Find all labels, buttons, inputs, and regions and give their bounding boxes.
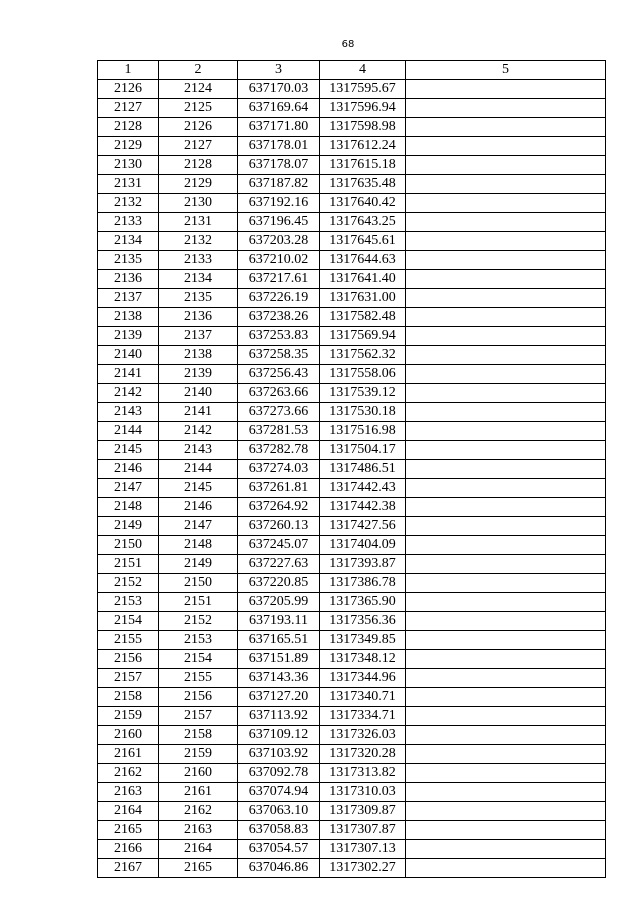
table-row [98, 726, 606, 745]
table-cell: 637227.63 [238, 555, 320, 574]
table-cell [406, 631, 606, 650]
table-cell: 2126 [98, 80, 159, 99]
table-cell: 2144 [159, 460, 238, 479]
table-cell [406, 213, 606, 232]
table-cell [406, 156, 606, 175]
table-row [98, 517, 606, 536]
table-cell: 637143.36 [238, 669, 320, 688]
table-cell [406, 574, 606, 593]
table-cell: 637127.20 [238, 688, 320, 707]
table-cell: 1317348.12 [320, 650, 406, 669]
table-cell: 1317635.48 [320, 175, 406, 194]
table-cell: 1317427.56 [320, 517, 406, 536]
table-cell: 1317442.38 [320, 498, 406, 517]
table-cell: 2129 [98, 137, 159, 156]
table-cell: 637187.82 [238, 175, 320, 194]
table-cell: 2133 [98, 213, 159, 232]
table-row [98, 745, 606, 764]
table-row [98, 213, 606, 232]
table-cell: 2145 [159, 479, 238, 498]
table-row [98, 555, 606, 574]
table-row [98, 118, 606, 137]
column-header-1: 1 [98, 61, 159, 80]
table-cell: 2135 [98, 251, 159, 270]
table-cell [406, 745, 606, 764]
column-header-4: 4 [320, 61, 406, 80]
table-cell: 2161 [98, 745, 159, 764]
table-cell: 637245.07 [238, 536, 320, 555]
table-header-row [98, 61, 606, 80]
table-cell: 2160 [98, 726, 159, 745]
table-cell: 2131 [159, 213, 238, 232]
table-cell: 2162 [98, 764, 159, 783]
table-cell: 1317393.87 [320, 555, 406, 574]
table-cell [406, 175, 606, 194]
table-cell [406, 403, 606, 422]
table-cell: 2140 [159, 384, 238, 403]
table-cell [406, 365, 606, 384]
table-cell: 2143 [98, 403, 159, 422]
table-cell: 2156 [98, 650, 159, 669]
table-cell: 2158 [159, 726, 238, 745]
table-cell [406, 232, 606, 251]
table-cell: 2150 [98, 536, 159, 555]
table-cell: 1317516.98 [320, 422, 406, 441]
table-cell: 1317640.42 [320, 194, 406, 213]
table-cell: 637205.99 [238, 593, 320, 612]
table-cell: 2154 [159, 650, 238, 669]
table-body [98, 80, 606, 878]
table-cell: 1317302.27 [320, 859, 406, 878]
table-cell: 2138 [159, 346, 238, 365]
table-cell: 2130 [98, 156, 159, 175]
table-cell: 1317644.63 [320, 251, 406, 270]
table-cell [406, 764, 606, 783]
table-cell [406, 251, 606, 270]
table-cell: 2128 [98, 118, 159, 137]
table-cell: 2131 [98, 175, 159, 194]
table-cell: 637263.66 [238, 384, 320, 403]
table-row [98, 308, 606, 327]
table-row [98, 612, 606, 631]
table-cell: 1317643.25 [320, 213, 406, 232]
table-cell: 2125 [159, 99, 238, 118]
table-cell [406, 384, 606, 403]
table-cell [406, 555, 606, 574]
table-cell: 2149 [98, 517, 159, 536]
table-cell: 637282.78 [238, 441, 320, 460]
table-row [98, 156, 606, 175]
table-cell: 1317365.90 [320, 593, 406, 612]
table-cell: 2139 [98, 327, 159, 346]
table-cell: 1317595.67 [320, 80, 406, 99]
table-cell: 637054.57 [238, 840, 320, 859]
table-cell [406, 346, 606, 365]
table-cell: 1317582.48 [320, 308, 406, 327]
table-cell: 2151 [159, 593, 238, 612]
table-cell [406, 460, 606, 479]
table-cell: 2127 [159, 137, 238, 156]
table-cell: 2148 [159, 536, 238, 555]
table-cell [406, 783, 606, 802]
table-cell: 1317641.40 [320, 270, 406, 289]
table-cell: 637261.81 [238, 479, 320, 498]
table-row [98, 783, 606, 802]
table-cell: 637178.01 [238, 137, 320, 156]
table-cell: 2132 [98, 194, 159, 213]
table-cell: 2155 [98, 631, 159, 650]
table-cell: 637192.16 [238, 194, 320, 213]
table-cell: 1317504.17 [320, 441, 406, 460]
table-cell: 2141 [159, 403, 238, 422]
table-row [98, 346, 606, 365]
table-cell: 637151.89 [238, 650, 320, 669]
table-row [98, 384, 606, 403]
table-cell: 1317615.18 [320, 156, 406, 175]
table-cell: 637226.19 [238, 289, 320, 308]
table-cell [406, 859, 606, 878]
table-row [98, 536, 606, 555]
table-cell: 2148 [98, 498, 159, 517]
table-cell: 637274.03 [238, 460, 320, 479]
table-cell: 2126 [159, 118, 238, 137]
table-cell: 2153 [159, 631, 238, 650]
table-cell: 2124 [159, 80, 238, 99]
table-cell: 1317334.71 [320, 707, 406, 726]
table-cell: 2166 [98, 840, 159, 859]
table-cell: 2145 [98, 441, 159, 460]
table-row [98, 99, 606, 118]
table-cell: 2140 [98, 346, 159, 365]
table-cell [406, 821, 606, 840]
table-cell: 2152 [98, 574, 159, 593]
table-row [98, 251, 606, 270]
table-cell: 637109.12 [238, 726, 320, 745]
table-cell: 637063.10 [238, 802, 320, 821]
table-row [98, 764, 606, 783]
table-cell: 2136 [98, 270, 159, 289]
table-cell: 2147 [98, 479, 159, 498]
table-cell [406, 441, 606, 460]
table-cell: 2142 [98, 384, 159, 403]
table-cell [406, 118, 606, 137]
column-header-2: 2 [159, 61, 238, 80]
table-cell: 2152 [159, 612, 238, 631]
table-cell [406, 80, 606, 99]
table-cell: 2143 [159, 441, 238, 460]
table-cell: 1317442.43 [320, 479, 406, 498]
table-cell: 2127 [98, 99, 159, 118]
table-cell: 2156 [159, 688, 238, 707]
table-cell: 2133 [159, 251, 238, 270]
table-cell: 1317558.06 [320, 365, 406, 384]
table-cell: 2132 [159, 232, 238, 251]
table-cell [406, 498, 606, 517]
table-row [98, 574, 606, 593]
table-row [98, 441, 606, 460]
table-cell [406, 669, 606, 688]
table-cell: 1317356.36 [320, 612, 406, 631]
table-cell: 1317310.03 [320, 783, 406, 802]
table-cell: 637046.86 [238, 859, 320, 878]
table-row [98, 289, 606, 308]
table-cell: 1317486.51 [320, 460, 406, 479]
table-cell: 1317309.87 [320, 802, 406, 821]
table-cell [406, 270, 606, 289]
table-cell: 1317598.98 [320, 118, 406, 137]
table-cell [406, 422, 606, 441]
table-cell [406, 517, 606, 536]
table-cell: 1317645.61 [320, 232, 406, 251]
table-cell: 1317326.03 [320, 726, 406, 745]
table-row [98, 175, 606, 194]
table-row [98, 460, 606, 479]
table-row [98, 821, 606, 840]
table-row [98, 403, 606, 422]
table-cell [406, 612, 606, 631]
table-cell: 637210.02 [238, 251, 320, 270]
table-row [98, 137, 606, 156]
table-row [98, 80, 606, 99]
table-cell: 637258.35 [238, 346, 320, 365]
table-cell: 1317344.96 [320, 669, 406, 688]
table-cell: 2142 [159, 422, 238, 441]
coordinates-table [97, 60, 606, 878]
table-cell: 2150 [159, 574, 238, 593]
table-row [98, 593, 606, 612]
table-row [98, 650, 606, 669]
table-cell: 1317404.09 [320, 536, 406, 555]
table-row [98, 688, 606, 707]
table-cell: 637169.64 [238, 99, 320, 118]
table-row [98, 327, 606, 346]
table-cell: 637217.61 [238, 270, 320, 289]
table-cell: 1317530.18 [320, 403, 406, 422]
table-cell: 2146 [98, 460, 159, 479]
table-cell: 2153 [98, 593, 159, 612]
table-cell: 1317349.85 [320, 631, 406, 650]
table-cell: 2129 [159, 175, 238, 194]
table-cell [406, 650, 606, 669]
table-cell: 1317562.32 [320, 346, 406, 365]
table-cell: 637170.03 [238, 80, 320, 99]
table-cell: 637165.51 [238, 631, 320, 650]
table-cell [406, 479, 606, 498]
table-row [98, 232, 606, 251]
table-cell: 637113.92 [238, 707, 320, 726]
table-cell: 637178.07 [238, 156, 320, 175]
column-header-3: 3 [238, 61, 320, 80]
table-cell: 2161 [159, 783, 238, 802]
table-cell: 2164 [98, 802, 159, 821]
table-cell: 2135 [159, 289, 238, 308]
table-cell: 2130 [159, 194, 238, 213]
table-cell: 2134 [98, 232, 159, 251]
table-cell: 2158 [98, 688, 159, 707]
table-cell: 637203.28 [238, 232, 320, 251]
table-row [98, 802, 606, 821]
column-header-5: 5 [406, 61, 606, 80]
table-cell: 2147 [159, 517, 238, 536]
table-cell: 2163 [98, 783, 159, 802]
table-cell: 2159 [98, 707, 159, 726]
table-row [98, 365, 606, 384]
table-row [98, 707, 606, 726]
table-cell: 2167 [98, 859, 159, 878]
table-cell: 2159 [159, 745, 238, 764]
table-cell: 1317313.82 [320, 764, 406, 783]
table-cell [406, 593, 606, 612]
table-cell: 2136 [159, 308, 238, 327]
table-row [98, 194, 606, 213]
table-cell: 1317386.78 [320, 574, 406, 593]
table-cell: 1317631.00 [320, 289, 406, 308]
table-row [98, 669, 606, 688]
table-cell: 637171.80 [238, 118, 320, 137]
table-cell: 637281.53 [238, 422, 320, 441]
table-row [98, 631, 606, 650]
table-cell: 637260.13 [238, 517, 320, 536]
table-cell: 637193.11 [238, 612, 320, 631]
table-cell: 2151 [98, 555, 159, 574]
table-cell: 2162 [159, 802, 238, 821]
table-cell [406, 840, 606, 859]
table-cell: 2144 [98, 422, 159, 441]
table-cell [406, 308, 606, 327]
table-cell: 2157 [98, 669, 159, 688]
table-cell: 2137 [159, 327, 238, 346]
table-row [98, 840, 606, 859]
table-cell: 2163 [159, 821, 238, 840]
page-number: 68 [341, 39, 355, 50]
table-cell [406, 289, 606, 308]
table-cell: 637253.83 [238, 327, 320, 346]
table-cell: 1317307.87 [320, 821, 406, 840]
table-cell: 637196.45 [238, 213, 320, 232]
table-cell [406, 688, 606, 707]
table-cell [406, 802, 606, 821]
table-cell: 1317320.28 [320, 745, 406, 764]
table-cell: 2160 [159, 764, 238, 783]
table-cell: 637238.26 [238, 308, 320, 327]
table-row [98, 422, 606, 441]
table-cell: 2146 [159, 498, 238, 517]
table-cell: 2149 [159, 555, 238, 574]
table-cell [406, 536, 606, 555]
table-cell: 2138 [98, 308, 159, 327]
table-cell [406, 327, 606, 346]
table-cell: 2165 [98, 821, 159, 840]
table-cell: 2157 [159, 707, 238, 726]
table-cell [406, 726, 606, 745]
table-cell: 637273.66 [238, 403, 320, 422]
table-cell: 1317569.94 [320, 327, 406, 346]
table-cell: 637074.94 [238, 783, 320, 802]
table-cell [406, 707, 606, 726]
table-cell: 2128 [159, 156, 238, 175]
table-cell: 2164 [159, 840, 238, 859]
table-cell: 637103.92 [238, 745, 320, 764]
table-cell: 637264.92 [238, 498, 320, 517]
table-cell: 2139 [159, 365, 238, 384]
table-cell: 2134 [159, 270, 238, 289]
table-cell [406, 137, 606, 156]
table-cell: 1317612.24 [320, 137, 406, 156]
table-cell: 637092.78 [238, 764, 320, 783]
table-cell: 1317340.71 [320, 688, 406, 707]
table-cell [406, 99, 606, 118]
table-row [98, 498, 606, 517]
table-cell [406, 194, 606, 213]
table-cell: 1317596.94 [320, 99, 406, 118]
table-cell: 2154 [98, 612, 159, 631]
table-cell: 2141 [98, 365, 159, 384]
table-cell: 637058.83 [238, 821, 320, 840]
table-cell: 2165 [159, 859, 238, 878]
table-row [98, 270, 606, 289]
table-cell: 1317307.13 [320, 840, 406, 859]
table-row [98, 479, 606, 498]
table-cell: 637220.85 [238, 574, 320, 593]
table-cell: 1317539.12 [320, 384, 406, 403]
table-cell: 637256.43 [238, 365, 320, 384]
table-row [98, 859, 606, 878]
table-cell: 2137 [98, 289, 159, 308]
table-cell: 2155 [159, 669, 238, 688]
